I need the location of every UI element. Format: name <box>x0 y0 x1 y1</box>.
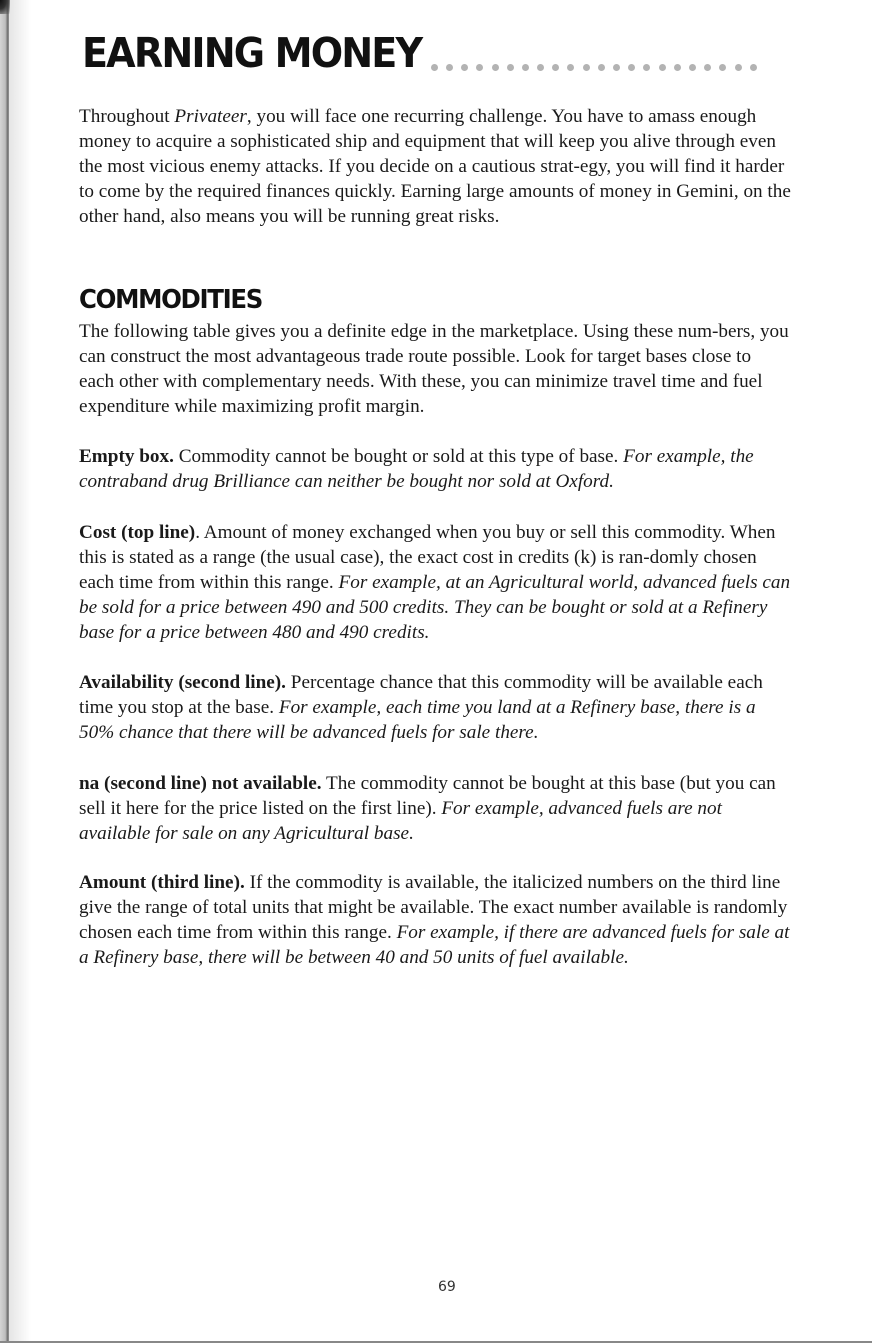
leader-dot <box>431 64 438 71</box>
leader-dot <box>461 64 468 71</box>
game-title: Privateer <box>174 106 247 127</box>
chapter-title: EARNING MONEY <box>82 29 422 77</box>
definition-text: Commodity cannot be bought or sold at this type of base. <box>173 446 624 467</box>
definition-text: If the commodity is available, the italicized numbers on the third line give the range of total units that might be available. The exact number available is randomly chosen each time from within this range. <box>79 872 788 943</box>
leader-dot <box>476 64 483 71</box>
leader-dot <box>583 64 590 71</box>
definition-text: Percentage chance that this commodity will be available each time you stop at the base. <box>79 672 763 718</box>
leader-dot <box>507 64 514 71</box>
leader-dot <box>689 64 696 71</box>
definition-text: . Amount of money exchanged when you buy or sell this commodity. When this is stated as a range (the usual case), the exact cost in credits (k) is ran-domly chosen each time from within this range. <box>79 522 776 593</box>
book-binding-gutter <box>0 0 9 1343</box>
definition-example: For example, if there are advanced fuels for sale at a Refinery base, there will be between 40 and 50 units of fuel available. <box>79 922 790 968</box>
leader-dot <box>598 64 605 71</box>
definition-amount <box>79 870 791 970</box>
title-leader-dots <box>431 64 757 71</box>
definition-term: Availability (second line). <box>79 672 286 693</box>
commodities-body: The following table gives you a definite edge in the marketplace. Using these num-bers, you can construct the most advantageous trade route possible. Look for target bases close to each other with complementary needs. With these, you can minimize travel time and fuel expenditure while maximizing profit margin. <box>79 321 789 417</box>
intro-paragraph <box>79 104 791 229</box>
page-number: 69 <box>438 1279 456 1295</box>
definition-empty-box <box>79 444 791 494</box>
leader-dot <box>613 64 620 71</box>
intro-text-2: , you will face one recurring challenge. You have to amass enough money to acquire a sophisticated ship and equipment that will keep you alive through even the most vicious enemy attacks. If you decide on a cautious strat-egy, you will find it harder to come by the required finances quickly. Earning large amounts of money in Gemini, on the other hand, also means you will be running great risks. <box>79 106 791 227</box>
leader-dot <box>446 64 453 71</box>
leader-dot <box>659 64 666 71</box>
leader-dot <box>719 64 726 71</box>
definition-text: The commodity cannot be bought at this base (but you can sell it here for the price listed on the first line). <box>79 773 776 819</box>
definition-availability <box>79 670 791 745</box>
leader-dot <box>567 64 574 71</box>
definition-example: For example, each time you land at a Refinery base, there is a 50% chance that there will be advanced fuels for sale there. <box>79 697 756 743</box>
chapter-title-row <box>82 29 757 77</box>
definition-not-available <box>79 771 791 846</box>
leader-dot <box>750 64 757 71</box>
binding-shadow <box>9 0 31 1343</box>
definition-example: For example, the contraband drug Brilliance can neither be bought nor sold at Oxford. <box>79 446 754 492</box>
definition-example: For example, advanced fuels are not available for sale on any Agricultural base. <box>79 798 722 844</box>
definition-term: na (second line) not available. <box>79 773 322 794</box>
leader-dot <box>674 64 681 71</box>
definition-cost <box>79 520 791 645</box>
leader-dot <box>537 64 544 71</box>
definition-term: Empty box. <box>79 446 174 467</box>
leader-dot <box>643 64 650 71</box>
leader-dot <box>628 64 635 71</box>
leader-dot <box>552 64 559 71</box>
commodities-paragraph <box>79 319 791 419</box>
definition-example: For example, at an Agricultural world, advanced fuels can be sold for a price between 490 and 500 credits. They can be bought or sold at a Refinery base for a price between 480 and 490 credits. <box>79 572 791 643</box>
definition-term: Amount (third line). <box>79 872 245 893</box>
leader-dot <box>492 64 499 71</box>
leader-dot <box>735 64 742 71</box>
section-heading-commodities: COMMODITIES <box>79 285 263 315</box>
page-corner-shadow <box>0 0 10 14</box>
definition-term: Cost (top line) <box>79 522 196 543</box>
intro-text-1: Throughout <box>79 106 175 127</box>
leader-dot <box>522 64 529 71</box>
leader-dot <box>704 64 711 71</box>
